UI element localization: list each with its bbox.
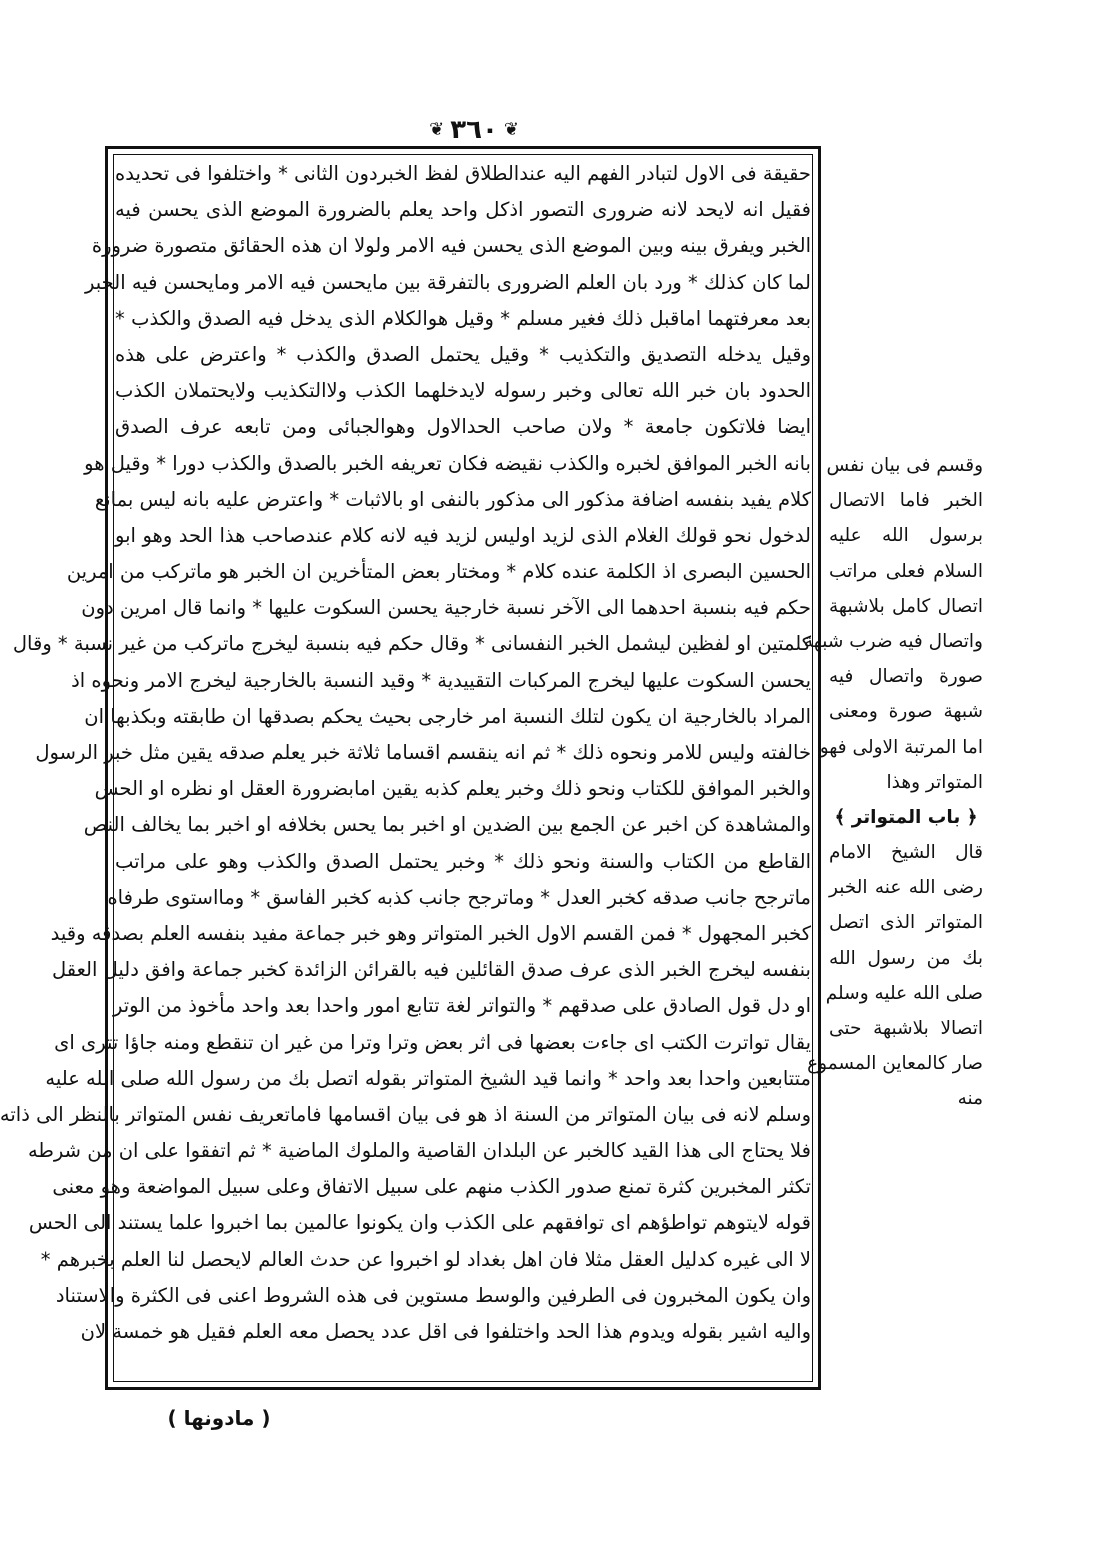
main-text-line: وان يكون المخبرون فى الطرفين والوسط مستوين فى هذه الشروط اعنى فى الكثرة والاستناد	[55, 1283, 811, 1307]
main-text-line: لما كان كذلك * ورد بان العلم الضرورى بالتفرقة بين مايحسن فيه الامر ومايحسن فيه الخبر	[85, 270, 811, 294]
main-text-line: يحسن السكوت عليها ليخرج المركبات التقييدية * وقيد النسبة بالخارجية ليخرج الامر ونحوه اذ	[71, 668, 811, 692]
marginal-text-line: برسول الله عليه	[829, 525, 983, 547]
main-text-line: فلا يحتاج الى هذا القيد كالخبر عن البلدان القاصية والملوك الماضية * ثم اتفقوا على ان من شرطه	[27, 1139, 811, 1163]
main-text-line: يقال تواترت الكتب اى جاءت بعضها فى اثر بعض وترا وترا من غير ان تنقطع ومنه جاؤا تترى اى	[54, 1030, 811, 1054]
main-text-line: المراد بالخارجية ان يكون لتلك النسبة امر خارجى بحيث يحكم بصدقها ان طابقته وبكذبها ان	[84, 704, 811, 728]
main-text-line: الخبر ويفرق بينه وبين الموضع الذى يحسن فيه الامر ولولا ان هذه الحقائق متصورة ضرورة	[91, 234, 811, 258]
main-text-line: كخبر المجهول * فمن القسم الاول الخبر المتواتر وهو خبر جماعة مفيد بنفسه العلم بصدقه وقيد	[50, 921, 811, 945]
page-header	[414, 112, 534, 148]
main-text-line: كلام يفيد بنفسه اضافة مذكور الى مذكور بالنفى او بالاثبات * واعترض عليه بانه ليس بمانع	[94, 487, 811, 511]
marginal-text-line: رضى الله عنه الخبر	[829, 877, 983, 899]
marginal-text-line: منه	[957, 1088, 983, 1110]
main-text-line: كلمتين او لفظين ليشمل الخبر النفسانى * وقال حكم فيه بنسبة ليخرج ماتركب من غير نسبة * وقال	[12, 632, 811, 656]
ornament-left-icon: ❦	[429, 119, 445, 140]
main-text-line: والخبر الموافق للكتاب ونحو ذلك وخبر يعلم كذبه يقين امابضرورة العقل او نظره او الحس	[94, 777, 811, 801]
page-number: ٣٦٠	[450, 115, 498, 145]
marginal-text-line: المتواتر وهذا	[886, 771, 983, 793]
main-text-line: بعد معرفتهما اماقبل ذلك فغير مسلم * وقيل هوالكلام الذى يدخل فيه الصدق والكذب *	[115, 306, 811, 330]
main-text-line: فقيل انه لايحد لانه ضرورى التصور اذكل واحد يعلم بالضرورة الموضع الذى يحسن فيه	[115, 198, 811, 222]
main-text-line: او دل قول الصادق على صدقهم * والتواتر لغة تتابع امور واحدا بعد واحد مأخوذ من الوتر	[112, 994, 811, 1018]
marginal-text-line: السلام فعلى مراتب	[829, 560, 983, 582]
marginal-text-line: صورة واتصال فيه	[829, 666, 983, 688]
ornament-right-icon: ❦	[503, 119, 519, 140]
marginal-text-line: الخبر فاما الاتصال	[829, 490, 983, 512]
marginal-text-line: صار كالمعاين المسموع	[807, 1053, 983, 1075]
main-text-line: متتابعين واحدا بعد واحد * وانما قيد الشيخ المتواتر بقوله اتصل بك من رسول الله صلى الله عليه	[45, 1066, 811, 1090]
marginal-text-line: بك من رسول الله	[829, 947, 983, 969]
main-text-line: واليه اشير بقوله ويدوم هذا الحد واختلفوا فى اقل عدد يحصل معه العلم فقيل هو خمسة لان	[80, 1320, 811, 1343]
main-text-line: وقيل يدخله التصديق والتكذيب * وقيل يحتمل الصدق والكذب * واعترض على هذه	[115, 342, 811, 366]
marginal-text-line: وقسم فى بيان نفس	[826, 455, 983, 476]
main-text-line: حقيقة فى الاول لتبادر الفهم اليه عندالطلاق لفظ الخبردون الثانى * واختلفوا فى تحديده	[115, 162, 811, 185]
main-text-block	[0, 156, 811, 1386]
main-text-line: والمشاهدة كن اخبر عن الجمع بين الضدين او اخبر بما يحس بخلافه او اخبر بما يخالف النص	[83, 813, 811, 837]
main-text-line: ايضا فلاتكون جامعة * ولان صاحب الحدالاول وهوالجبائى ومن تابعه عرف الصدق	[115, 415, 811, 439]
marginal-text-line: المتواتر الذى اتصل	[829, 912, 983, 934]
main-text-line: الحسين البصرى اذ الكلمة عنده كلام * ومختار بعض المتأخرين ان الخبر هو ماتركب من امرين	[66, 560, 811, 584]
main-text-line: قوله لايتوهم تواطؤهم اى توافقهم على الكذب وان يكونوا عالمين بما اخبروا علما يستند الى الحس	[28, 1211, 811, 1235]
main-text-line: وسلم لانه فى بيان المتواتر من السنة اذ هو فى بيان اقسامها فاماتعريف نفس المتواتر بالنظر الى ذاته	[0, 1102, 811, 1126]
marginal-text-line: اتصالا بلاشبهة حتى	[829, 1018, 983, 1039]
marginal-text-line: اما المرتبة الاولى فهو	[819, 736, 983, 758]
main-text-line: القاطع من الكتاب والسنة ونحو ذلك * وخبر يحتمل الصدق والكذب وهو على مراتب	[115, 849, 811, 873]
marginal-text-block	[803, 448, 983, 1117]
main-text-line: لدخول نحو قولك الغلام الذى لزيد اوليس لزيد فيه لانه كلام عندصاحب هذا الحد وهو ابو	[115, 523, 811, 547]
marginal-text-line: واتصال فيه ضرب شبهة	[803, 630, 983, 652]
catchword: ( مادونها )	[167, 1406, 271, 1430]
main-text-line: خالفته وليس للامر ونحوه ذلك * ثم انه ينقسم اقساما ثلاثة خبر يعلم صدقه يقين مثل خبر الرسول	[35, 741, 811, 764]
main-text-line: بنفسه ليخرج الخبر الذى عرف صدق القائلين فيه بالقرائن الزائدة كخبر جماعة وافق دليل العقل	[52, 958, 811, 982]
marginal-text-line: اتصال كامل بلاشبهة	[829, 595, 983, 617]
main-text-line: حكم فيه بنسبة احدهما الى الآخر نسبة خارجية يحسن السكوت عليها * وانما قال امرين دون	[81, 596, 811, 620]
main-text-line: الحدود بان خبر الله تعالى وخبر رسوله لايدخلهما الكذب ولاالتكذيب ولايحتملان الكذب	[115, 379, 811, 403]
main-text-line: ماترجح جانب صدقه كخبر العدل * وماترجح جانب كذبه كخبر الفاسق * ومااستوى طرفاه	[107, 885, 811, 909]
marginal-text-line: قال الشيخ الامام	[829, 842, 983, 864]
marginal-heading: ﴿ باب المتواتر ﴾	[834, 806, 978, 828]
marginal-text-line: صلى الله عليه وسلم	[825, 982, 983, 1004]
main-text-line: تكثر المخبرين كثرة تمنع صدور الكذب منهم على سبيل الاتفاق وعلى سبيل المواضعة وهو معنى	[52, 1175, 811, 1199]
marginal-text-line: شبهة صورة ومعنى	[829, 701, 983, 723]
main-text-line: بانه الخبر الموافق لخبره والكذب نقيضه فكان تعريفه الخبر بالصدق والكذب دورا * وقيل هو	[84, 451, 811, 475]
main-text-line: لا الى غيره كدليل العقل مثلا فان اهل بغداد لو اخبروا عن حدث العالم لايحصل لنا العلم بخبرهم *	[40, 1247, 811, 1271]
